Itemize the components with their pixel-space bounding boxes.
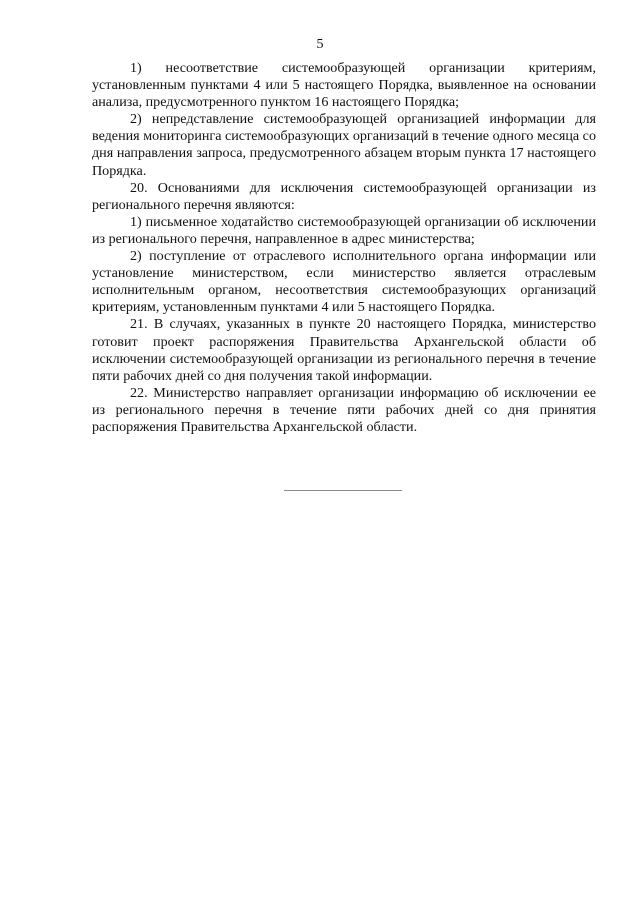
document-body bbox=[92, 60, 596, 436]
end-separator-line bbox=[284, 490, 402, 491]
paragraph-20-item-1: 1) письменное ходатайство системообразующей организации об исключении из регионального перечня, направленное в адрес министерства; bbox=[92, 213, 596, 247]
paragraph-19-item-1: 1) несоответствие системообразующей организации критериям, установленным пунктами 4 или 5 настоящего Порядка, выявленное на основании анализа, предусмотренного пунктом 16 настоящего Порядка; bbox=[92, 60, 596, 111]
paragraph-20-item-2: 2) поступление от отраслевого исполнительного органа информации или установление министерством, если министерство является отраслевым исполнительным органом, несоответствия системообразующих организаций критериям, установленным пунктами 4 или 5 настоящего Порядка. bbox=[92, 248, 596, 316]
paragraph-20: 20. Основаниями для исключения системообразующей организации из регионального перечня являются: bbox=[92, 179, 596, 213]
paragraph-21: 21. В случаях, указанных в пункте 20 настоящего Порядка, министерство готовит проект распоряжения Правительства Архангельской области об исключении системообразующей организации из регионального перечня в течение пяти рабочих дней со дня получения такой информации. bbox=[92, 316, 596, 384]
paragraph-19-item-2: 2) непредставление системообразующей организацией информации для ведения мониторинга системообразующих организаций в течение одного месяца со дня направления запроса, предусмотренного абзацем вторым пункта 17 настоящего Порядка. bbox=[92, 111, 596, 179]
page-number: 5 bbox=[316, 37, 324, 52]
paragraph-22: 22. Министерство направляет организации информацию об исключении ее из регионального перечня в течение пяти рабочих дней со дня принятия распоряжения Правительства Архангельской области. bbox=[92, 384, 596, 435]
